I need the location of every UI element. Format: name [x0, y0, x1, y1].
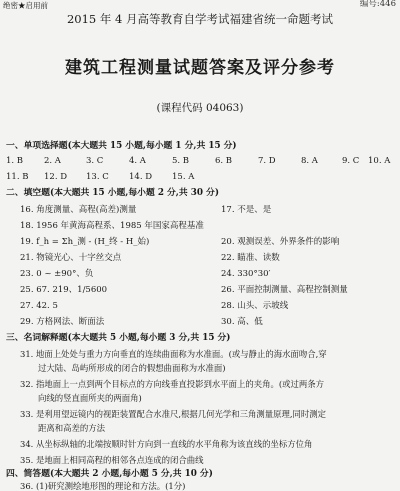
- section-note: (本大题共 2 小题,每小题 5 分,共 10 分): [50, 469, 213, 479]
- fill-answer: 27. 42. 5: [20, 301, 58, 311]
- fill-answer: 28. 山头、示坡线: [221, 301, 289, 311]
- answer-item: 14. D: [129, 172, 153, 182]
- answer-item: 13. C: [86, 172, 109, 182]
- term-answer-line: 31. 地面上处处与重力方向垂直的连续曲面称为水准面。(或与静止的海水面吻合,穿: [20, 349, 327, 359]
- term-answer-line: 向线的竖直面所夹的两面角): [38, 393, 142, 403]
- fill-answer: 17. 不是、是: [221, 205, 272, 215]
- fill-answer: 23. 0 ~ ±90°、负: [20, 269, 94, 279]
- answer-item: 15. A: [172, 172, 195, 182]
- section-heading-short: [6, 470, 213, 479]
- section-title: 一、单项选择题: [6, 141, 68, 151]
- section-title: 二、填空题: [6, 188, 50, 198]
- term-answer-line: 35. 是地面上相同高程的相邻各点连成的闭合曲线: [20, 455, 204, 465]
- term-answer-line: 过大陆、岛屿所形成的闭合的假想曲面称为水准面): [38, 363, 226, 373]
- answer-item: 9. C: [342, 156, 360, 166]
- exam-title: 2015 年 4 月高等教育自学考试福建省统一命题考试: [66, 12, 334, 26]
- answer-item: 1. B: [6, 156, 24, 166]
- answer-item: 3. C: [86, 156, 104, 166]
- term-answer-line: 33. 是利用望远镜内的视距装置配合水准尺,根据几何光学和三角测量原理,同时测定: [20, 409, 327, 419]
- answer-item: 10. A: [368, 156, 391, 166]
- short-answer-line: 36. (1)研究测绘地形图的理论和方法。(1分): [20, 481, 186, 491]
- fill-answer: 24. 330°30′: [221, 269, 271, 279]
- answer-item: 5. B: [172, 156, 190, 166]
- confidential-label: 绝密★启用前: [3, 1, 48, 10]
- answer-item: 2. A: [44, 156, 61, 166]
- section-heading-fill: [6, 189, 219, 198]
- fill-answer: 18. 1956 年黄海高程系、1985 年国家高程基准: [20, 221, 204, 231]
- fill-answer: 30. 高、低: [221, 317, 263, 327]
- answer-item: 7. D: [258, 156, 276, 166]
- fill-answer: 26. 平面控制测量、高程控制测量: [221, 285, 348, 295]
- term-answer-line: 34. 从坐标纵轴的北端按顺时针方向到一直线的水平角称为该直线的坐标方位角: [20, 439, 313, 449]
- fill-answer: 16. 角度测量、高程(高差)测量: [20, 205, 137, 215]
- section-heading-choice: [6, 142, 237, 151]
- fill-answer: 29. 方格网法、断面法: [20, 317, 105, 327]
- answer-row-2: [0, 173, 400, 183]
- section-note: (本大题共 15 小题,每小题 1 分,共 15 分): [67, 141, 237, 151]
- answer-item: 11. B: [6, 172, 29, 182]
- term-answer-line: 距离和高差的方法: [38, 423, 105, 433]
- answer-item: 12. D: [44, 172, 68, 182]
- section-heading-terms: [6, 334, 230, 343]
- answer-row-1: [0, 157, 400, 167]
- answer-item: 4. A: [129, 156, 146, 166]
- section-note: (本大题共 15 小题,每小题 2 分,共 30 分): [50, 188, 219, 198]
- section-title: 四、简答题: [6, 469, 50, 479]
- section-title: 三、名词解释题: [6, 333, 68, 343]
- fill-answer: 19. f_h = Σh_测 - (H_终 - H_始): [20, 237, 150, 247]
- document-number: 编号:446: [359, 0, 396, 9]
- fill-answer: 25. 67. 219、1/5600: [20, 285, 108, 295]
- answer-item: 8. A: [301, 156, 318, 166]
- fill-answer: 22. 瞄准、读数: [221, 253, 280, 263]
- section-note: (本大题共 5 小题,每小题 3 分,共 15 分): [67, 333, 231, 343]
- course-code: (课程代码 04063): [156, 102, 244, 114]
- page-title: 建筑工程测量试题答案及评分参考: [65, 58, 335, 78]
- fill-answer: 20. 观测误差、外界条件的影响: [221, 237, 340, 247]
- answer-item: 6. B: [215, 156, 233, 166]
- term-answer-line: 32. 指地面上一点到两个目标点的方向线垂直投影到水平面上的夹角。(或过两条方: [20, 379, 324, 389]
- fill-answer: 21. 物镜光心、十字丝交点: [20, 253, 122, 263]
